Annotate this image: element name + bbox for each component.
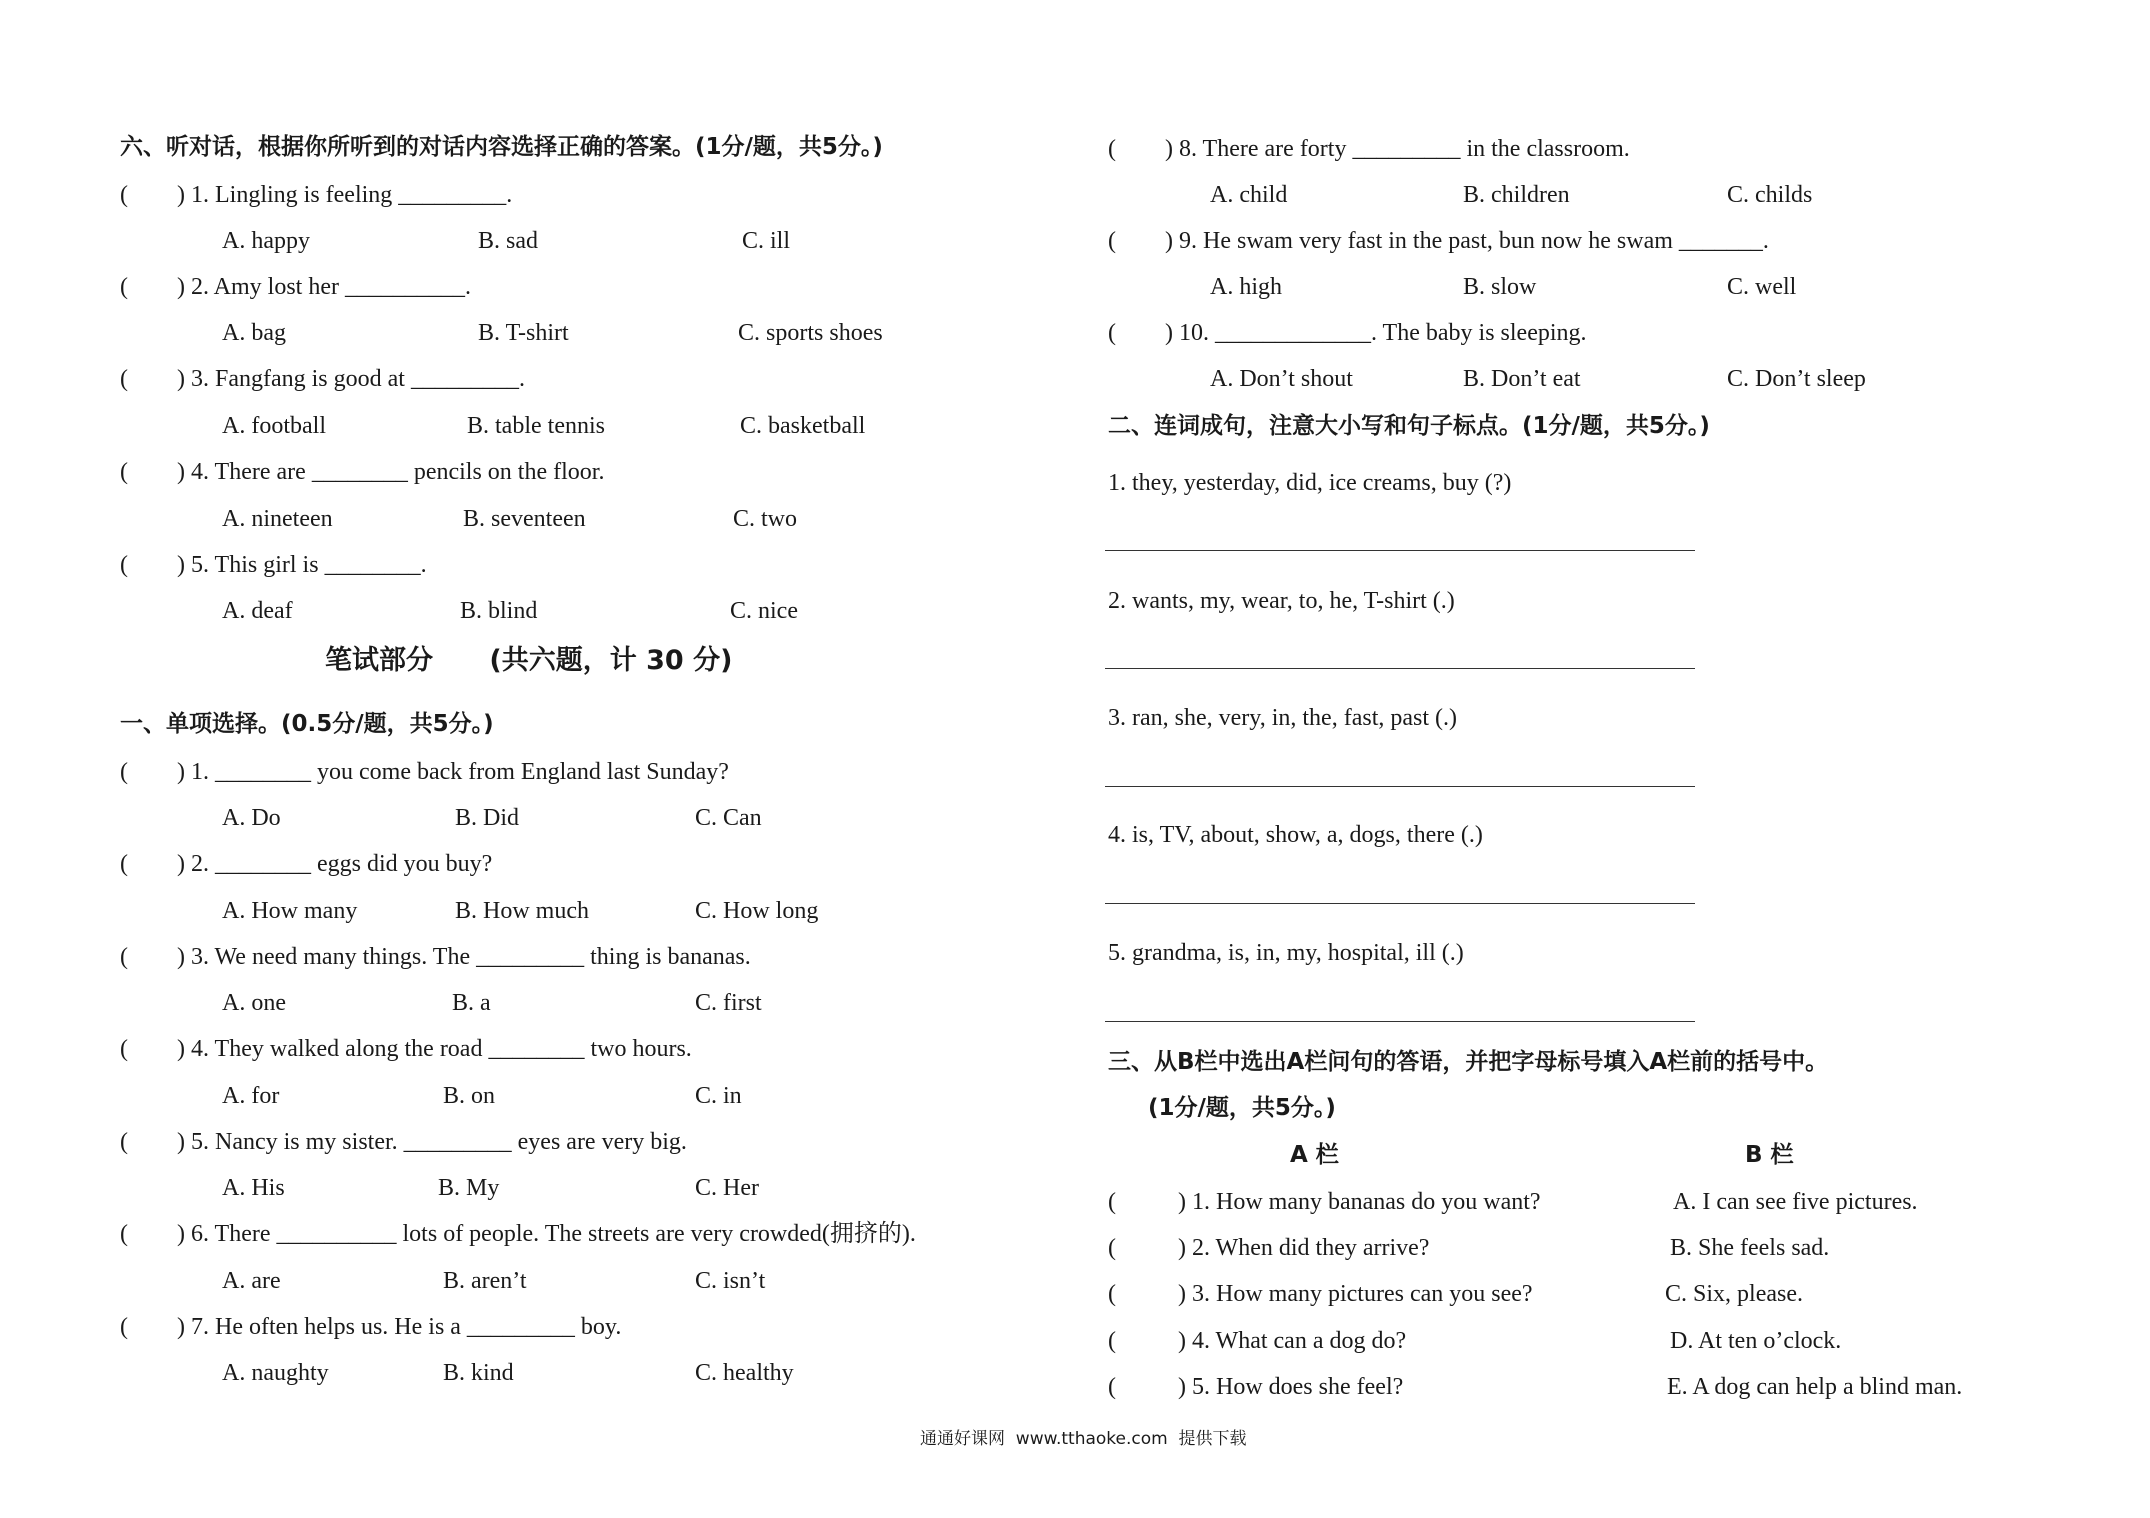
matching-question: ) 1. How many bananas do you want? (1178, 1189, 1541, 1215)
option-b: B. T-shirt (478, 320, 569, 346)
column-a-header: A 栏 (1290, 1142, 1339, 1168)
option-a: A. for (222, 1083, 280, 1109)
matching-answer: C. Six, please. (1665, 1281, 1803, 1307)
option-c: C. two (733, 506, 798, 532)
matching-question: ) 3. How many pictures can you see? (1178, 1281, 1533, 1307)
question-stem: ) 5. Nancy is my sister. _________ eyes are very big. (177, 1129, 687, 1155)
question-stem: ) 4. They walked along the road ________ two hours. (177, 1036, 692, 1062)
option-c: C. nice (730, 598, 798, 624)
question-stem: ) 1. ________ you come back from England last Sunday? (177, 759, 729, 785)
word-order-item: 5. grandma, is, in, my, hospital, ill (.) (1108, 940, 1464, 966)
answer-bracket[interactable]: ( (120, 944, 128, 970)
word-order-heading: 二、连词成句，注意大小写和句子标点。(1分/题，共5分。) (1108, 413, 1710, 439)
matching-answer: A. I can see five pictures. (1673, 1189, 1918, 1215)
answer-line[interactable] (1105, 1021, 1695, 1022)
matching-answer: D. At ten o’clock. (1670, 1328, 1842, 1354)
option-a: A. nineteen (222, 506, 333, 532)
answer-bracket[interactable]: ( (120, 1314, 128, 1340)
answer-bracket[interactable]: ( (1108, 1189, 1116, 1215)
question-stem: ) 8. There are forty _________ in the classroom. (1165, 136, 1630, 162)
question-stem: ) 7. He often helps us. He is a _________ boy. (177, 1314, 622, 1340)
question-stem: ) 3. Fangfang is good at _________. (177, 366, 525, 392)
answer-bracket[interactable]: ( (120, 1221, 128, 1247)
option-c: C. well (1727, 274, 1797, 300)
option-c: C. healthy (695, 1360, 794, 1386)
option-a: A. happy (222, 228, 310, 254)
footer-source: 通通好课网 www.tthaoke.com 提供下载 (920, 1429, 1247, 1449)
matching-question: ) 2. When did they arrive? (1178, 1235, 1430, 1261)
listening-heading: 六、听对话，根据你所听到的对话内容选择正确的答案。(1分/题，共5分。) (120, 134, 883, 160)
option-a: A. His (222, 1175, 285, 1201)
answer-bracket[interactable]: ( (120, 1129, 128, 1155)
answer-bracket[interactable]: ( (120, 759, 128, 785)
question-stem: ) 4. There are ________ pencils on the floor. (177, 459, 605, 485)
answer-line[interactable] (1105, 786, 1695, 787)
option-a: A. Do (222, 805, 281, 831)
option-b: B. seventeen (463, 506, 586, 532)
matching-question: ) 5. How does she feel? (1178, 1374, 1404, 1400)
option-b: B. on (443, 1083, 496, 1109)
answer-bracket[interactable]: ( (1108, 136, 1116, 162)
option-b: B. kind (443, 1360, 514, 1386)
option-b: B. table tennis (467, 413, 605, 439)
option-a: A. high (1210, 274, 1282, 300)
option-a: A. football (222, 413, 326, 439)
option-c: C. childs (1727, 182, 1813, 208)
answer-bracket[interactable]: ( (1108, 1374, 1116, 1400)
option-c: C. ill (742, 228, 791, 254)
option-b: B. How much (455, 898, 589, 924)
option-b: B. children (1463, 182, 1570, 208)
option-b: B. My (438, 1175, 500, 1201)
question-stem: ) 6. There __________ lots of people. The streets are very crowded(拥挤的). (177, 1221, 916, 1247)
option-c: C. first (695, 990, 762, 1016)
option-a: A. one (222, 990, 286, 1016)
question-stem: ) 2. ________ eggs did you buy? (177, 851, 493, 877)
answer-bracket[interactable]: ( (1108, 1281, 1116, 1307)
option-a: A. Don’t shout (1210, 366, 1353, 392)
option-a: A. deaf (222, 598, 293, 624)
matching-answer: B. She feels sad. (1670, 1235, 1830, 1261)
option-c: C. isn’t (695, 1268, 766, 1294)
option-a: A. How many (222, 898, 358, 924)
matching-answer: E. A dog can help a blind man. (1667, 1374, 1963, 1400)
answer-bracket[interactable]: ( (120, 459, 128, 485)
word-order-item: 3. ran, she, very, in, the, fast, past (.) (1108, 705, 1458, 731)
option-b: B. Don’t eat (1463, 366, 1581, 392)
answer-bracket[interactable]: ( (1108, 1328, 1116, 1354)
single-choice-heading: 一、单项选择。(0.5分/题，共5分。) (120, 711, 494, 737)
question-stem: ) 1. Lingling is feeling _________. (177, 182, 513, 208)
answer-bracket[interactable]: ( (120, 274, 128, 300)
answer-bracket[interactable]: ( (120, 182, 128, 208)
answer-bracket[interactable]: ( (120, 366, 128, 392)
word-order-item: 1. they, yesterday, did, ice creams, buy (?) (1108, 470, 1512, 496)
answer-line[interactable] (1105, 668, 1695, 669)
option-c: C. basketball (740, 413, 866, 439)
answer-bracket[interactable]: ( (1108, 228, 1116, 254)
option-a: A. naughty (222, 1360, 329, 1386)
option-b: B. a (452, 990, 491, 1016)
option-c: C. Can (695, 805, 762, 831)
column-b-header: B 栏 (1745, 1142, 1794, 1168)
matching-subheading: (1分/题，共5分。) (1148, 1095, 1336, 1121)
matching-question: ) 4. What can a dog do? (1178, 1328, 1407, 1354)
written-section-title: 笔试部分 (共六题，计 30 分) (325, 645, 733, 676)
question-stem: ) 10. _____________. The baby is sleeping. (1165, 320, 1587, 346)
option-c: C. How long (695, 898, 819, 924)
question-stem: ) 3. We need many things. The _________ thing is bananas. (177, 944, 751, 970)
answer-line[interactable] (1105, 550, 1695, 551)
answer-line[interactable] (1105, 903, 1695, 904)
word-order-item: 4. is, TV, about, show, a, dogs, there (.) (1108, 822, 1483, 848)
option-c: C. sports shoes (738, 320, 883, 346)
option-a: A. bag (222, 320, 286, 346)
question-stem: ) 5. This girl is ________. (177, 552, 427, 578)
option-b: B. blind (460, 598, 538, 624)
question-stem: ) 2. Amy lost her __________. (177, 274, 471, 300)
answer-bracket[interactable]: ( (120, 1036, 128, 1062)
option-c: C. in (695, 1083, 742, 1109)
word-order-item: 2. wants, my, wear, to, he, T-shirt (.) (1108, 588, 1455, 614)
matching-heading: 三、从B栏中选出A栏问句的答语，并把字母标号填入A栏前的括号中。 (1108, 1049, 1829, 1075)
option-b: B. Did (455, 805, 520, 831)
option-a: A. are (222, 1268, 281, 1294)
option-a: A. child (1210, 182, 1288, 208)
option-c: C. Her (695, 1175, 759, 1201)
answer-bracket[interactable]: ( (120, 552, 128, 578)
option-c: C. Don’t sleep (1727, 366, 1866, 392)
question-stem: ) 9. He swam very fast in the past, bun now he swam _______. (1165, 228, 1769, 254)
option-b: B. aren’t (443, 1268, 527, 1294)
option-b: B. sad (478, 228, 538, 254)
option-b: B. slow (1463, 274, 1537, 300)
answer-bracket[interactable]: ( (1108, 320, 1116, 346)
answer-bracket[interactable]: ( (120, 851, 128, 877)
answer-bracket[interactable]: ( (1108, 1235, 1116, 1261)
